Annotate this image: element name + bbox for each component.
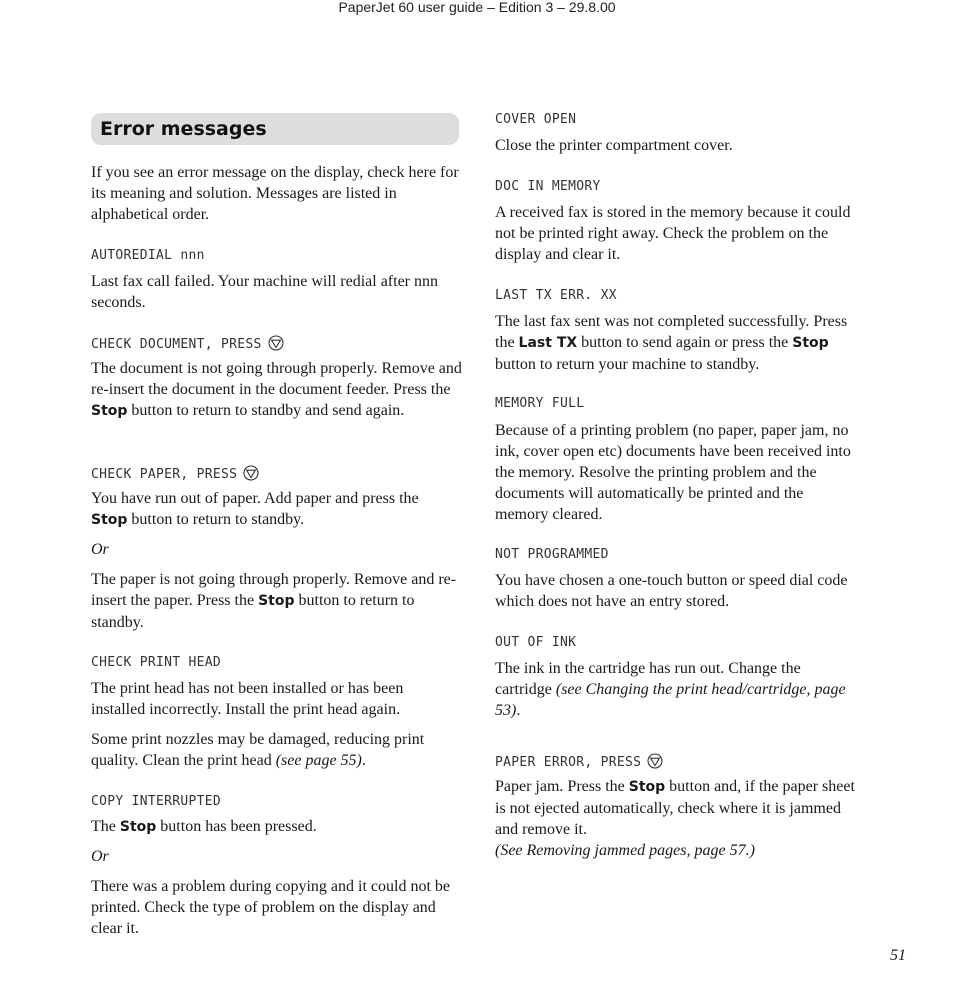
error-text-memory-full: Because of a printing problem (no paper, paper jam, no ink, cover open etc) documents have been received into the memory. Resolve the printing problem and the documents will automatically be printed and the memory cleared. [495,422,851,523]
error-code-memory-full: MEMORY FULL [495,396,585,411]
error-text-copy-interrupted-a [91,816,459,838]
text-run: The ink in the cartridge has run out. Change the cartridge [495,660,801,698]
text-run: The [91,818,120,835]
text-run: button and, if the paper sheet is not ejected automatically, check where it is jammed and remove it. [495,778,855,838]
text-run: button to send again or press the [577,334,793,351]
error-text-out-of-ink [495,658,859,721]
page-number: 51 [890,947,906,964]
error-text-doc-in-memory: A received fax is stored in the memory because it could not be printed right away. Check the problem on the display and clear it. [495,204,851,263]
last-tx-keyword: Last TX [518,335,578,351]
text-run: button to return your machine to standby. [495,356,760,373]
stop-button-icon [268,335,284,351]
error-code-autoredial: AUTOREDIAL nnn [91,248,205,263]
code-label: CHECK PAPER, PRESS [91,467,238,482]
error-text-copy-interrupted-b: There was a problem during copying and it could not be printed. Check the type of problem on the display and clear it. [91,878,451,937]
stop-keyword: Stop [91,512,128,528]
error-code-last-tx-err: LAST TX ERR. XX [495,288,617,303]
text-run: The document is not going through properly. Remove and re-insert the document in the document feeder. Press the [91,360,462,398]
error-code-copy-interrupted: COPY INTERRUPTED [91,794,222,809]
error-code-out-of-ink: OUT OF INK [495,635,577,650]
error-text-check-document [91,358,463,422]
text-run: The paper is not going through properly. Remove and re-insert the paper. Press the [91,571,457,609]
stop-keyword: Stop [119,819,157,835]
text-run: The last fax sent was not completed successfully. Press the [495,313,848,351]
section-title: Error messages [100,118,267,140]
stop-keyword: Stop [258,593,295,609]
stop-keyword: Stop [792,335,829,351]
page-reference: (See Removing jammed pages, page 57.) [495,842,755,859]
error-text-last-tx-err [495,311,859,375]
text-run: button to return to standby and send again. [127,402,405,419]
text-run: . [361,752,366,769]
page-reference: (see page 55) [275,752,362,769]
text-run: button has been pressed. [156,818,317,835]
section-title-bar [91,113,459,145]
code-label: PAPER ERROR, PRESS [495,755,642,770]
page-reference: (see Changing the print head/cartridge, page 53) [495,681,846,719]
text-run: Paper jam. Press the [495,778,629,795]
code-label: CHECK DOCUMENT, PRESS [91,337,262,352]
error-text-check-print-head-2 [91,729,463,771]
error-text-not-programmed: You have chosen a one-touch button or speed dial code which does not have an entry stored. [495,572,848,610]
running-header: PaperJet 60 user guide – Edition 3 – 29.8.00 [338,0,616,15]
or-separator: Or [91,848,109,865]
text-run: . [516,702,521,719]
error-text-paper-error [495,776,859,861]
text-run: button to return to standby. [91,592,415,631]
error-code-check-document [91,335,284,353]
intro-paragraph: If you see an error message on the display, check here for its meaning and solution. Messages are listed in alphabetical order. [91,164,459,223]
text-run: Some print nozzles may be damaged, reducing print quality. Clean the print head [91,731,425,769]
error-text-cover-open: Close the printer compartment cover. [495,137,733,154]
error-code-check-print-head: CHECK PRINT HEAD [91,655,222,670]
error-code-cover-open: COVER OPEN [495,112,577,127]
stop-button-icon [647,753,663,769]
error-code-not-programmed: NOT PROGRAMMED [495,547,609,562]
error-text-check-print-head: The print head has not been installed or has been installed incorrectly. Install the print head again. [91,680,404,718]
text-run: button to return to standby. [127,511,305,528]
stop-keyword: Stop [628,779,666,795]
error-code-doc-in-memory: DOC IN MEMORY [495,179,601,194]
error-text-autoredial: Last fax call failed. Your machine will redial after nnn seconds. [91,273,438,311]
stop-keyword: Stop [91,403,128,419]
text-run: You have run out of paper. Add paper and press the [91,490,419,507]
or-separator: Or [91,541,109,558]
error-text-check-paper-a [91,488,459,531]
error-text-check-paper-b [91,569,459,633]
error-code-paper-error [495,753,663,771]
error-code-check-paper [91,465,259,483]
stop-button-icon [243,465,259,481]
